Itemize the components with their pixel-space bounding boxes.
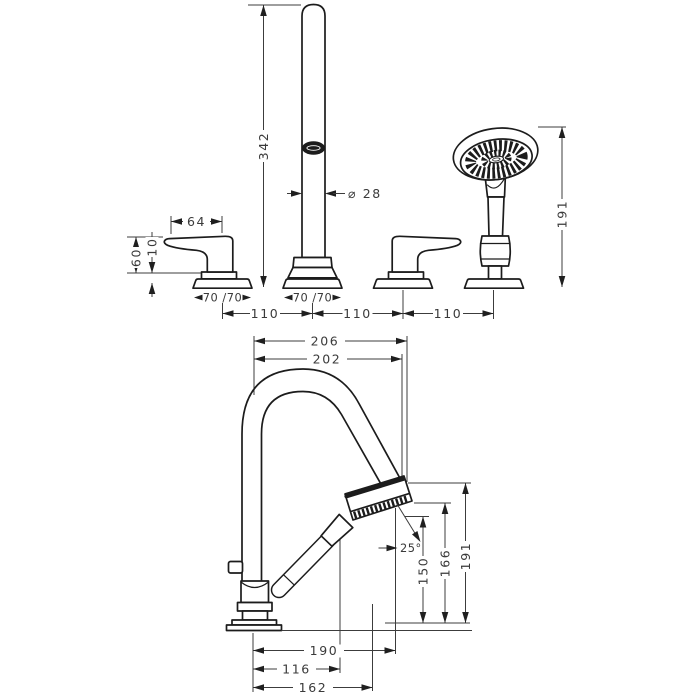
dim-342-label: 342	[256, 131, 271, 161]
dim-202-label: 202	[312, 351, 342, 367]
plan-view	[127, 5, 570, 322]
shower-cone	[321, 514, 353, 546]
dim-10-label: 10	[144, 237, 160, 257]
dim-150-label: 150	[415, 556, 431, 586]
right-handle-escutcheon	[374, 279, 433, 288]
dim-60-label: 60	[128, 247, 144, 268]
dim-191-profile-label: 191	[458, 541, 473, 571]
hand-shower-profile	[279, 476, 412, 590]
dim-162-label: 162	[298, 680, 328, 695]
right-handle	[374, 236, 461, 288]
left-handle	[164, 236, 252, 288]
dim-206-label: 206	[310, 333, 340, 349]
spout-escutcheon	[283, 279, 342, 288]
dim-diameter-label: ⌀ 28	[348, 186, 382, 201]
dim-110-2-label: 110	[343, 306, 372, 321]
shower-handle	[279, 541, 327, 590]
shower-head-face	[450, 123, 541, 185]
spout-plan	[283, 5, 342, 289]
shower-escutcheon	[465, 279, 524, 288]
dim-116-label: 116	[282, 661, 311, 677]
dim-110-3-label: 110	[433, 306, 463, 321]
spout-logo-band	[302, 141, 325, 155]
dim-64-label: 64	[186, 214, 207, 229]
dim-166-label: 166	[437, 548, 453, 578]
hand-shower-plan	[450, 123, 541, 288]
left-handle-escutcheon	[193, 279, 252, 288]
dim-190-label: 190	[309, 643, 339, 658]
profile-view	[227, 334, 474, 696]
mounting-nut	[238, 603, 273, 612]
dim-angle-label: 25°	[400, 541, 422, 555]
dim-110-1-label: 110	[250, 306, 280, 321]
dim-7070-left-label: 70 /70	[202, 290, 243, 305]
shower-holder	[480, 236, 510, 266]
dim-191-plan-label: 191	[554, 199, 570, 229]
dim-7070-spout-label: 70 /70	[292, 290, 333, 305]
diverter-knob	[229, 562, 243, 574]
